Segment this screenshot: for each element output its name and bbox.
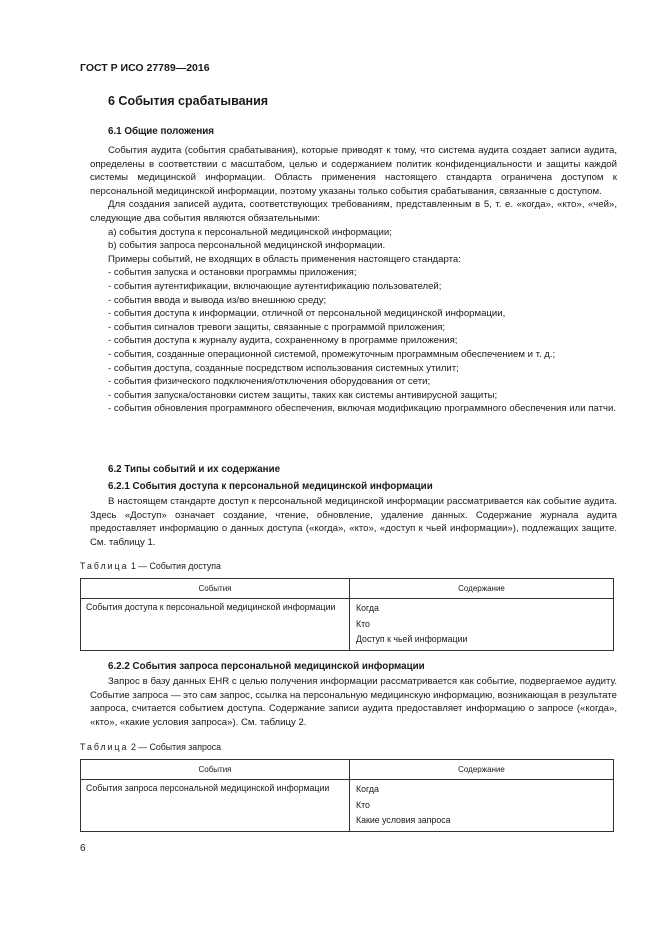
table-cell-content (350, 599, 614, 651)
subsection-6-1-body (90, 144, 617, 416)
table-1-caption (80, 561, 221, 571)
subsection-6-2-2-body (90, 675, 617, 729)
table-cell-event: События доступа к персональной медицинской информации (81, 599, 350, 651)
list-item: a) события доступа к персональной медицинской информации; (108, 226, 392, 238)
column-header-events: События (81, 760, 350, 780)
paragraph: Запрос в базу данных EHR с целью получения информации рассматривается как событие, подвергаемое аудиту. Событие запроса — это сам запрос, ссылка на персональную медицинскую информацию, возникающая в результате запроса, считается событием доступа. Содержание записи аудита предоставляет информацию о запросе («когда», «кто», «какие условия запроса»). См. таблицу 2. (90, 676, 617, 728)
content-item: Кто (356, 799, 370, 810)
list-item: - события обновления программного обеспечения, включая модификацию программного обеспечения или патчи. (108, 403, 616, 415)
paragraph: Примеры событий, не входящих в область применения настоящего стандарта: (108, 253, 461, 265)
column-header-events: События (81, 579, 350, 599)
table-2 (80, 759, 614, 832)
table-header-row (81, 760, 614, 780)
subsection-6-2-1-title: 6.2.1 События доступа к персональной медицинской информации (108, 481, 433, 492)
page-number: 6 (80, 843, 86, 854)
table-caption-prefix: Таблица (80, 561, 129, 571)
column-header-content: Содержание (350, 579, 614, 599)
list-item: - события доступа, созданные посредством использования системных утилит; (108, 362, 459, 374)
list-item: - события, созданные операционной системой, промежуточным программным обеспечением и т. д.; (108, 348, 556, 360)
table-caption-text: 2 — События запроса (128, 742, 222, 752)
table-row (81, 780, 614, 832)
list-item: - события ввода и вывода из/во внешнюю среду; (108, 294, 327, 306)
list-item: - события доступа к журналу аудита, сохраненному в программе приложения; (108, 335, 458, 347)
paragraph: События аудита (события срабатывания), которые приводят к тому, что система аудита создает записи аудита, определены в соответствии с масштабом, целью и содержанием политик конфиденциальности и защиты каждой системы медицинской информации. Область применения настоящего стандарта ограничена доступом к персональной медицинской информации, поэтому указаны только события срабатывания, связанные с доступом. (90, 145, 617, 197)
paragraph: Для создания записей аудита, соответствующих требованиям, представленным в 5, т. е. «когда», «кто», «чей», следующие два события являются обязательными: (90, 199, 617, 224)
subsection-6-2-title: 6.2 Типы событий и их содержание (108, 464, 281, 475)
list-item: - события доступа к информации, отличной от персональной медицинской информации, (108, 308, 506, 320)
table-cell-content (350, 780, 614, 832)
table-cell-event: События запроса персональной медицинской информации (81, 780, 350, 832)
content-item: Кто (356, 618, 370, 629)
list-item: - события запуска и остановки программы приложения; (108, 267, 357, 279)
table-1 (80, 578, 614, 651)
content-item: Когда (356, 784, 379, 794)
paragraph: В настоящем стандарте доступ к персональной медицинской информации рассматривается как событие аудита. Здесь «Доступ» означает создание, чтение, обновление, удаление данных. Содержание журнала аудита предоставляет информацию о данных доступа («когда», «кто», «доступ к чьей информации»), подлежащих защите. См. таблицу 1. (90, 496, 617, 548)
list-item: - события запуска/остановки систем защиты, таких как системы антивирусной защиты; (108, 389, 498, 401)
section-title: 6 События срабатывания (108, 94, 269, 108)
table-caption-text: 1 — События доступа (128, 561, 221, 571)
content-item: Какие условия запроса (356, 815, 451, 825)
content-item: Доступ к чьей информации (356, 634, 468, 644)
column-header-content: Содержание (350, 760, 614, 780)
subsection-6-2-1-body (90, 495, 617, 549)
list-item: - события аутентификации, включающие аутентификацию пользователей; (108, 280, 442, 292)
list-item: - события физического подключения/отключения оборудования от сети; (108, 376, 431, 388)
list-item: b) события запроса персональной медицинской информации. (108, 240, 386, 252)
table-2-caption (80, 742, 221, 752)
document-header: ГОСТ Р ИСО 27789—2016 (80, 62, 210, 74)
subsection-6-1-title: 6.1 Общие положения (108, 126, 215, 137)
table-caption-prefix: Таблица (80, 742, 129, 752)
subsection-6-2-2-title: 6.2.2 События запроса персональной медицинской информации (108, 661, 425, 672)
content-item: Когда (356, 603, 379, 613)
list-item: - события сигналов тревоги защиты, связанные с программой приложения; (108, 321, 446, 333)
table-header-row (81, 579, 614, 599)
table-row (81, 599, 614, 651)
